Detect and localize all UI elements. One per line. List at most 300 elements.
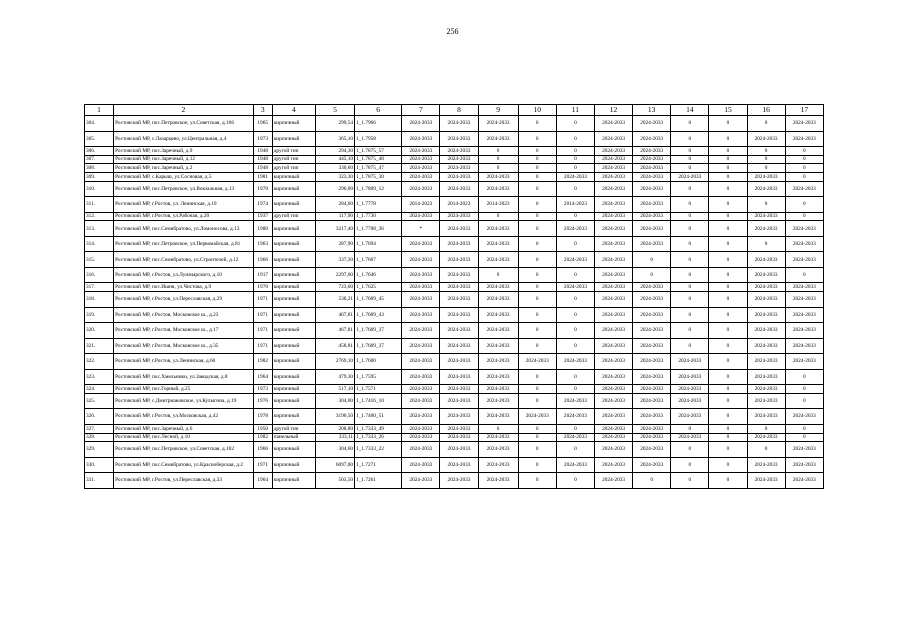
- building-code-cell: 1_1.7646: [355, 267, 402, 283]
- period-col-11-cell: 0: [556, 385, 594, 394]
- period-col-14-cell: 0: [671, 116, 709, 132]
- period-col-15-cell: 0: [709, 252, 747, 268]
- period-col-14-cell: 0: [671, 424, 709, 433]
- table-row: [85, 393, 824, 409]
- period-col-10-cell: 0: [518, 212, 556, 221]
- year-built-cell: 1971: [253, 323, 272, 339]
- period-col-15-cell: 0: [709, 424, 747, 433]
- period-col-8-cell: 2024-2033: [440, 292, 478, 308]
- address-cell: Ростовский МР, с.Лазарцево, ул.Центральная, д.4: [114, 131, 254, 147]
- period-col-14-cell: 0: [671, 236, 709, 252]
- period-col-15-cell: 0: [709, 147, 747, 156]
- table-row: [85, 116, 824, 132]
- area-cell: 503,50: [315, 473, 354, 489]
- period-col-8-cell: 2024-2033: [440, 116, 478, 132]
- period-col-9-cell: 0: [478, 164, 518, 173]
- year-built-cell: 1976: [253, 393, 272, 409]
- period-col-8-cell: 2024-2033: [440, 283, 478, 292]
- building-code-cell: 1_1.7708_36: [355, 221, 402, 237]
- period-col-10-cell: 0: [518, 267, 556, 283]
- year-built-cell: 1970: [253, 181, 272, 197]
- table-row: [85, 197, 824, 213]
- wall-material-cell: другой тип: [272, 147, 315, 156]
- period-col-10-cell: 0: [518, 424, 556, 433]
- column-number-8: 8: [440, 105, 478, 116]
- area-cell: 117,90: [315, 212, 354, 221]
- period-col-13-cell: 2024-2033: [633, 212, 671, 221]
- period-col-14-cell: 2024-2033: [671, 385, 709, 394]
- building-code-cell: 1_1.7333_22: [355, 442, 402, 458]
- row-number-cell: 315.: [85, 252, 114, 268]
- period-col-7-cell: 2024-2033: [402, 173, 440, 182]
- period-col-8-cell: 2024-2033: [440, 252, 478, 268]
- period-col-11-cell: 0: [556, 307, 594, 323]
- wall-material-cell: кирпичный: [272, 173, 315, 182]
- building-code-cell: 1_1.7271: [355, 457, 402, 473]
- period-col-17-cell: 0: [785, 393, 823, 409]
- period-col-13-cell: 0: [633, 473, 671, 489]
- wall-material-cell: кирпичный: [272, 369, 315, 385]
- row-number-cell: 304.: [85, 116, 114, 132]
- area-cell: 2297,00: [315, 267, 354, 283]
- wall-material-cell: кирпичный: [272, 292, 315, 308]
- period-col-9-cell: 0: [478, 267, 518, 283]
- address-cell: Ростовский МР, г.Ростов, Московское ш., д.35: [114, 338, 254, 354]
- area-cell: 517,10: [315, 385, 354, 394]
- table-row: [85, 212, 824, 221]
- area-cell: 365,10: [315, 131, 354, 147]
- period-col-7-cell: 2024-2033: [402, 369, 440, 385]
- period-col-12-cell: 2024-2033: [594, 473, 632, 489]
- row-number-cell: 323.: [85, 369, 114, 385]
- period-col-11-cell: 2024-2033: [556, 221, 594, 237]
- period-col-11-cell: 2024-2033: [556, 433, 594, 442]
- period-col-12-cell: 2024-2033: [594, 197, 632, 213]
- period-col-17-cell: 0: [785, 147, 823, 156]
- period-col-11-cell: 0: [556, 473, 594, 489]
- address-cell: Ростовский МР, пос.Петровское, ул.Первомайская, д.81: [114, 236, 254, 252]
- area-cell: 536,21: [315, 292, 354, 308]
- period-col-7-cell: 2024-2033: [402, 393, 440, 409]
- period-col-15-cell: 0: [709, 385, 747, 394]
- period-col-14-cell: 0: [671, 221, 709, 237]
- period-col-7-cell: 2024-2033: [402, 292, 440, 308]
- period-col-11-cell: 2024-2033: [556, 252, 594, 268]
- period-col-14-cell: 2024-2033: [671, 354, 709, 370]
- area-cell: 208,80: [315, 424, 354, 433]
- wall-material-cell: кирпичный: [272, 338, 315, 354]
- table-row: [85, 409, 824, 425]
- period-col-7-cell: 2024-2033: [402, 457, 440, 473]
- period-col-7-cell: 2024-2033: [402, 116, 440, 132]
- period-col-12-cell: 2024-2033: [594, 147, 632, 156]
- area-cell: 6097,00: [315, 457, 354, 473]
- period-col-15-cell: 0: [709, 292, 747, 308]
- period-col-17-cell: 0: [785, 164, 823, 173]
- year-built-cell: 1982: [253, 354, 272, 370]
- area-cell: 304,00: [315, 393, 354, 409]
- period-col-9-cell: 2024-2033: [478, 338, 518, 354]
- period-col-11-cell: 0: [556, 155, 594, 164]
- period-col-8-cell: 2024-2033: [440, 147, 478, 156]
- period-col-9-cell: 2024-2033: [478, 236, 518, 252]
- period-col-15-cell: 0: [709, 369, 747, 385]
- period-col-13-cell: 2024-2033: [633, 131, 671, 147]
- period-col-10-cell: 0: [518, 116, 556, 132]
- period-col-7-cell: 2024-2033: [402, 338, 440, 354]
- period-col-9-cell: 2024-2033: [478, 473, 518, 489]
- period-col-9-cell: 0: [478, 424, 518, 433]
- period-col-7-cell: 2024-2033: [402, 409, 440, 425]
- period-col-8-cell: 2024-2033: [440, 131, 478, 147]
- year-built-cell: 1964: [253, 473, 272, 489]
- period-col-13-cell: 2024-2033: [633, 236, 671, 252]
- building-code-cell: 1_1.7400_51: [355, 409, 402, 425]
- year-built-cell: 1971: [253, 457, 272, 473]
- period-col-14-cell: 2024-2033: [671, 409, 709, 425]
- period-col-17-cell: 0: [785, 433, 823, 442]
- row-number-cell: 329.: [85, 442, 114, 458]
- row-number-cell: 311.: [85, 197, 114, 213]
- period-col-16-cell: 2024-2033: [747, 393, 785, 409]
- building-code-cell: 1_1.7958: [355, 131, 402, 147]
- period-col-8-cell: 2024-2033: [440, 181, 478, 197]
- column-number-14: 14: [671, 105, 709, 116]
- period-col-9-cell: 2024-2033: [478, 307, 518, 323]
- period-col-17-cell: 2024-2033: [785, 116, 823, 132]
- period-col-11-cell: 0: [556, 442, 594, 458]
- column-number-17: 17: [785, 105, 823, 116]
- column-number-2: 2: [114, 105, 254, 116]
- year-built-cell: 1917: [253, 267, 272, 283]
- period-col-13-cell: 2024-2033: [633, 292, 671, 308]
- area-cell: 330,60: [315, 164, 354, 173]
- period-col-11-cell: 0: [556, 267, 594, 283]
- table-row: [85, 385, 824, 394]
- period-col-11-cell: 0: [556, 292, 594, 308]
- table-row: [85, 338, 824, 354]
- period-col-14-cell: 0: [671, 181, 709, 197]
- area-cell: 304,60: [315, 442, 354, 458]
- period-col-9-cell: 2024-2033: [478, 354, 518, 370]
- period-col-10-cell: 0: [518, 173, 556, 182]
- period-col-10-cell: 0: [518, 338, 556, 354]
- period-col-15-cell: 0: [709, 236, 747, 252]
- period-col-7-cell: 2024-2033: [402, 181, 440, 197]
- period-col-16-cell: 2024-2033: [747, 473, 785, 489]
- wall-material-cell: кирпичный: [272, 393, 315, 409]
- period-col-8-cell: 2024-2033: [440, 442, 478, 458]
- period-col-14-cell: 0: [671, 147, 709, 156]
- address-cell: Ростовский МР, пос.Лесной, д.10: [114, 433, 254, 442]
- column-number-10: 10: [518, 105, 556, 116]
- period-col-10-cell: 0: [518, 393, 556, 409]
- period-col-14-cell: 0: [671, 212, 709, 221]
- period-col-14-cell: 0: [671, 267, 709, 283]
- table-row: [85, 433, 824, 442]
- period-col-10-cell: 2024-2033: [518, 409, 556, 425]
- period-col-9-cell: 2014-2023: [478, 197, 518, 213]
- period-col-14-cell: 0: [671, 155, 709, 164]
- period-col-12-cell: 2024-2033: [594, 442, 632, 458]
- table-row: [85, 457, 824, 473]
- period-col-15-cell: 0: [709, 409, 747, 425]
- period-col-12-cell: 2024-2033: [594, 267, 632, 283]
- period-col-8-cell: 2024-2033: [440, 433, 478, 442]
- wall-material-cell: кирпичный: [272, 457, 315, 473]
- period-col-9-cell: 2024-2033: [478, 323, 518, 339]
- period-col-12-cell: 2024-2033: [594, 181, 632, 197]
- period-col-13-cell: 2024-2033: [633, 116, 671, 132]
- period-col-7-cell: 2024-2033: [402, 442, 440, 458]
- period-col-7-cell: 2024-2033: [402, 267, 440, 283]
- period-col-11-cell: 2024-2033: [556, 393, 594, 409]
- period-col-13-cell: 2024-2033: [633, 424, 671, 433]
- period-col-13-cell: 2024-2033: [633, 369, 671, 385]
- row-number-cell: 328.: [85, 433, 114, 442]
- period-col-14-cell: 0: [671, 252, 709, 268]
- period-col-11-cell: 0: [556, 164, 594, 173]
- period-col-17-cell: 2024-2033: [785, 457, 823, 473]
- period-col-12-cell: 2024-2033: [594, 323, 632, 339]
- address-cell: Ростовский МР, пос.Заречный, д.9: [114, 147, 254, 156]
- period-col-9-cell: 0: [478, 212, 518, 221]
- period-col-16-cell: 2024-2033: [747, 267, 785, 283]
- period-col-15-cell: 0: [709, 354, 747, 370]
- year-built-cell: 1937: [253, 212, 272, 221]
- row-number-cell: 331.: [85, 473, 114, 489]
- housing-register-table: [84, 104, 824, 489]
- table-row: [85, 473, 824, 489]
- period-col-13-cell: 2024-2033: [633, 173, 671, 182]
- wall-material-cell: панельный: [272, 433, 315, 442]
- table-row: [85, 369, 824, 385]
- column-number-7: 7: [402, 105, 440, 116]
- period-col-9-cell: 2024-2033: [478, 292, 518, 308]
- period-col-7-cell: 2024-2033: [402, 323, 440, 339]
- period-col-17-cell: 2024-2033: [785, 131, 823, 147]
- row-number-cell: 327.: [85, 424, 114, 433]
- year-built-cell: 1982: [253, 433, 272, 442]
- table-row: [85, 131, 824, 147]
- period-col-13-cell: 0: [633, 252, 671, 268]
- period-col-12-cell: 2024-2033: [594, 354, 632, 370]
- address-cell: Ростовский МР, г.Ростов, ул.Московская, д.42: [114, 409, 254, 425]
- period-col-7-cell: *: [402, 221, 440, 237]
- period-col-12-cell: 2024-2033: [594, 173, 632, 182]
- building-code-cell: 1_1.7609_43: [355, 307, 402, 323]
- period-col-11-cell: 0: [556, 369, 594, 385]
- period-col-17-cell: 2024-2033: [785, 354, 823, 370]
- period-col-11-cell: 0: [556, 147, 594, 156]
- year-built-cell: 1973: [253, 131, 272, 147]
- period-col-12-cell: 2024-2033: [594, 338, 632, 354]
- area-cell: 323,30: [315, 173, 354, 182]
- table-row: [85, 181, 824, 197]
- column-number-row: [85, 105, 824, 116]
- period-col-10-cell: 0: [518, 236, 556, 252]
- period-col-8-cell: 2024-2033: [440, 457, 478, 473]
- period-col-15-cell: 0: [709, 473, 747, 489]
- table-row: [85, 424, 824, 433]
- period-col-15-cell: 0: [709, 442, 747, 458]
- period-col-8-cell: 2024-2033: [440, 369, 478, 385]
- period-col-16-cell: 0: [747, 155, 785, 164]
- building-code-cell: 1_1.7595: [355, 369, 402, 385]
- period-col-15-cell: 0: [709, 181, 747, 197]
- period-col-8-cell: 2024-2033: [440, 354, 478, 370]
- period-col-9-cell: 2024-2033: [478, 252, 518, 268]
- address-cell: Ростовский МР, пос.Семибратово, ул.Ломоносова, д.13: [114, 221, 254, 237]
- year-built-cell: 1980: [253, 221, 272, 237]
- row-number-cell: 307.: [85, 155, 114, 164]
- period-col-17-cell: 2024-2033: [785, 307, 823, 323]
- period-col-16-cell: 2024-2033: [747, 457, 785, 473]
- address-cell: Ростовский МР, пос.Заречный, д.2: [114, 164, 254, 173]
- period-col-11-cell: 0: [556, 212, 594, 221]
- row-number-cell: 306.: [85, 147, 114, 156]
- period-col-15-cell: 0: [709, 116, 747, 132]
- table-row: [85, 283, 824, 292]
- period-col-17-cell: 0: [785, 267, 823, 283]
- period-col-11-cell: 0: [556, 323, 594, 339]
- year-built-cell: 1966: [253, 442, 272, 458]
- period-col-10-cell: 0: [518, 433, 556, 442]
- period-col-16-cell: 2024-2033: [747, 409, 785, 425]
- period-col-9-cell: 2024-2033: [478, 283, 518, 292]
- building-code-cell: 1_1.7730: [355, 212, 402, 221]
- wall-material-cell: кирпичный: [272, 409, 315, 425]
- period-col-10-cell: 0: [518, 155, 556, 164]
- area-cell: 296,00: [315, 181, 354, 197]
- period-col-13-cell: 2024-2033: [633, 221, 671, 237]
- period-col-9-cell: 2024-2033: [478, 457, 518, 473]
- period-col-17-cell: 2024-2033: [785, 236, 823, 252]
- year-built-cell: 1970: [253, 283, 272, 292]
- period-col-10-cell: 0: [518, 252, 556, 268]
- period-col-11-cell: 0: [556, 338, 594, 354]
- address-cell: Ростовский МР, пос.Семибратово, ул.Строителей, д.12: [114, 252, 254, 268]
- period-col-16-cell: 2024-2033: [747, 221, 785, 237]
- period-col-11-cell: 2024-2033: [556, 457, 594, 473]
- period-col-10-cell: 0: [518, 369, 556, 385]
- area-cell: 337,30: [315, 252, 354, 268]
- period-col-13-cell: 2024-2033: [633, 433, 671, 442]
- wall-material-cell: кирпичный: [272, 181, 315, 197]
- table-row: [85, 307, 824, 323]
- period-col-11-cell: 0: [556, 181, 594, 197]
- period-col-12-cell: 2024-2033: [594, 409, 632, 425]
- year-built-cell: 1971: [253, 307, 272, 323]
- period-col-14-cell: 0: [671, 307, 709, 323]
- row-number-cell: 317.: [85, 283, 114, 292]
- period-col-13-cell: 2024-2033: [633, 442, 671, 458]
- period-col-9-cell: 2024-2033: [478, 433, 518, 442]
- period-col-9-cell: 2024-2033: [478, 173, 518, 182]
- period-col-7-cell: 2014-2023: [402, 197, 440, 213]
- address-cell: Ростовский МР, пос.Петровское, ул.Вокзальная, д.13: [114, 181, 254, 197]
- column-number-11: 11: [556, 105, 594, 116]
- period-col-8-cell: 2024-2033: [440, 393, 478, 409]
- period-col-10-cell: 0: [518, 283, 556, 292]
- period-col-8-cell: 2024-2033: [440, 173, 478, 182]
- period-col-7-cell: 2024-2033: [402, 252, 440, 268]
- period-col-13-cell: 2024-2033: [633, 307, 671, 323]
- period-col-17-cell: 2024-2033: [785, 221, 823, 237]
- building-code-cell: 1_1.7600: [355, 354, 402, 370]
- period-col-10-cell: 0: [518, 181, 556, 197]
- year-built-cell: 1950: [253, 424, 272, 433]
- period-col-9-cell: 2024-2033: [478, 369, 518, 385]
- period-col-16-cell: 2024-2033: [747, 433, 785, 442]
- period-col-15-cell: 0: [709, 131, 747, 147]
- table-row: [85, 147, 824, 156]
- period-col-14-cell: 0: [671, 197, 709, 213]
- period-col-17-cell: 2024-2033: [785, 473, 823, 489]
- period-col-7-cell: 2024-2033: [402, 236, 440, 252]
- table-row: [85, 252, 824, 268]
- area-cell: 723,60: [315, 283, 354, 292]
- period-col-17-cell: 2024-2033: [785, 283, 823, 292]
- row-number-cell: 316.: [85, 267, 114, 283]
- period-col-10-cell: 0: [518, 323, 556, 339]
- table-row: [85, 155, 824, 164]
- column-number-16: 16: [747, 105, 785, 116]
- period-col-12-cell: 2024-2033: [594, 393, 632, 409]
- row-number-cell: 330.: [85, 457, 114, 473]
- wall-material-cell: кирпичный: [272, 442, 315, 458]
- area-cell: 3217,40: [315, 221, 354, 237]
- wall-material-cell: кирпичный: [272, 236, 315, 252]
- period-col-14-cell: 0: [671, 131, 709, 147]
- address-cell: Ростовский МР, г.Ростов, Московское ш., д.17: [114, 323, 254, 339]
- table-row: [85, 442, 824, 458]
- period-col-17-cell: 0: [785, 173, 823, 182]
- period-col-8-cell: 2024-2033: [440, 385, 478, 394]
- period-col-11-cell: 2024-2033: [556, 354, 594, 370]
- period-col-16-cell: 2024-2033: [747, 181, 785, 197]
- year-built-cell: 1978: [253, 409, 272, 425]
- area-cell: 2769,10: [315, 354, 354, 370]
- period-col-7-cell: 2024-2033: [402, 131, 440, 147]
- period-col-14-cell: 0: [671, 164, 709, 173]
- wall-material-cell: другой тип: [272, 424, 315, 433]
- period-col-8-cell: 2024-2033: [440, 164, 478, 173]
- period-col-8-cell: 2024-2033: [440, 236, 478, 252]
- building-code-cell: 1_1.7609_45: [355, 292, 402, 308]
- period-col-9-cell: 2024-2033: [478, 116, 518, 132]
- period-col-8-cell: 2014-2023: [440, 197, 478, 213]
- address-cell: Ростовский МР, пос.Заречный, д.12: [114, 155, 254, 164]
- wall-material-cell: кирпичный: [272, 267, 315, 283]
- period-col-16-cell: 0: [747, 116, 785, 132]
- period-col-14-cell: 0: [671, 442, 709, 458]
- building-code-cell: 1_1.7333_26: [355, 433, 402, 442]
- period-col-15-cell: 0: [709, 155, 747, 164]
- building-code-cell: 1_1.7778: [355, 197, 402, 213]
- wall-material-cell: другой тип: [272, 212, 315, 221]
- period-col-15-cell: 0: [709, 221, 747, 237]
- period-col-8-cell: 2024-2033: [440, 338, 478, 354]
- period-col-15-cell: 0: [709, 307, 747, 323]
- period-col-17-cell: 2024-2033: [785, 252, 823, 268]
- period-col-7-cell: 2024-2033: [402, 354, 440, 370]
- year-built-cell: 1948: [253, 147, 272, 156]
- period-col-16-cell: 2024-2033: [747, 307, 785, 323]
- period-col-10-cell: 0: [518, 473, 556, 489]
- table-row: [85, 236, 824, 252]
- period-col-12-cell: 2024-2033: [594, 457, 632, 473]
